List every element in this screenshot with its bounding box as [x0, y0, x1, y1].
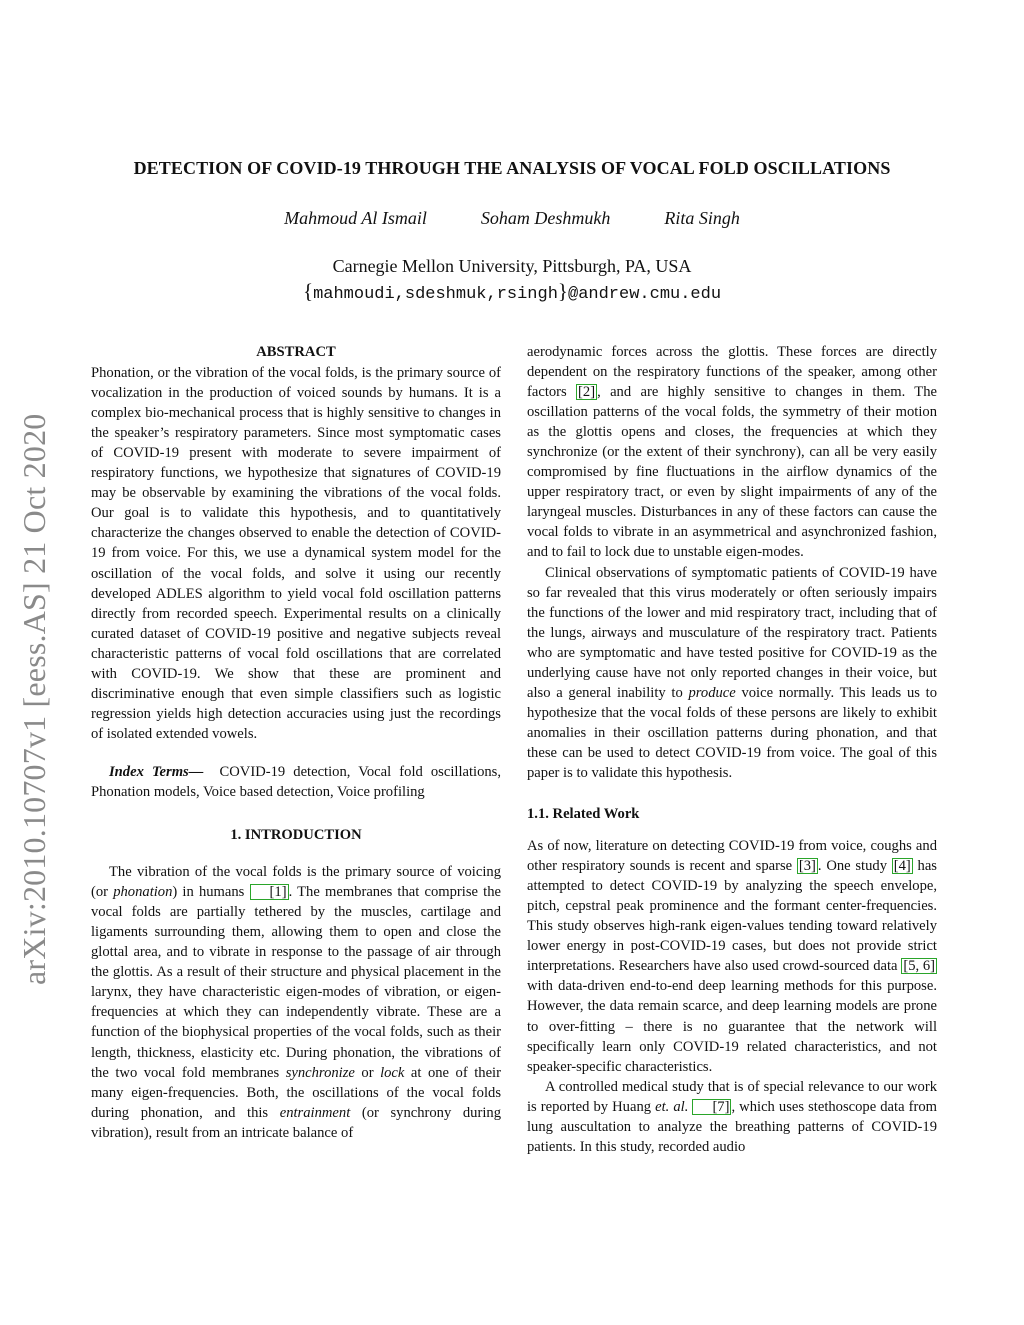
text-run: , and are highly sensitive to changes in them. The oscillation patterns of the vocal folds, the symmetry of their motion as the glottis opens and closes, the frequencies at which they synchronize (or the extent of their synchrony), can all be very easily compromised by fine fluctuations in the airflow dynamics of the upper respiratory tract, or even by slight impairments of any of the laryngeal muscles. Disturbances in any of these factors can cause the vocal folds to vibrate in an asymmetrical and asynchronized fashion, and to fail to lock due to unstable eigen-modes. [527, 384, 937, 561]
affiliation: Carnegie Mellon University, Pittsburgh, PA, USA [332, 256, 692, 276]
text-run: (or synchrony during vibration), result from an intricate balance of [91, 1104, 501, 1141]
author-name: Mahmoud Al Ismail [284, 208, 427, 228]
section-heading-introduction: 1. INTRODUCTION [230, 827, 362, 844]
text-run: Clinical observations of symptomatic patients of COVID-19 have so far revealed that this virus moderately or often seriously impairs the functions of the lower and mid respiratory tract, including that of the lungs, airways and musculature of the respiratory tract. Patients who are symptomatic and have tested positive for COVID-19 as the underlying cause have not only reported changes in their voice, but also a general inability to [527, 564, 937, 701]
text-run: or [354, 1064, 381, 1081]
text-run: A controlled medical study that is of special relevance to our work is reported by Huang [527, 1078, 937, 1115]
index-terms [91, 762, 501, 802]
open-brace: { [302, 279, 314, 303]
citation-link[interactable]: [2] [578, 384, 596, 401]
left-column [91, 342, 501, 1143]
right-column [527, 342, 937, 1157]
citation-link[interactable]: [1] [250, 884, 289, 900]
text-run: , which uses stethoscope data from lung auscultation to analyze the breathing patterns of COVID-19 patients. In this study, recorded audio [527, 1098, 937, 1155]
emphasis: produce [688, 684, 736, 701]
text-run: The vibration of the vocal folds is the primary source of voicing (or [91, 864, 501, 901]
related-paragraph-1 [527, 836, 937, 1077]
author-list [0, 208, 1024, 229]
paper-title: DETECTION OF COVID-19 THROUGH THE ANALYSIS OF VOCAL FOLD OSCILLATIONS [133, 158, 891, 178]
intro-paragraph-1 [91, 862, 501, 1143]
text-run: at one of their many eigen-frequencies. Both, the oscillations of the vocal folds during phonation, and this [91, 1064, 501, 1121]
text-run: aerodynamic forces across the glottis. These forces are directly dependent on the respiratory functions of the speaker, among other factors [527, 344, 937, 401]
emphasis: synchronize [285, 1064, 355, 1081]
intro-paragraph-2 [527, 563, 937, 784]
citation-link[interactable]: [4] [893, 858, 911, 875]
subsection-heading-related-work: 1.1. Related Work [527, 806, 640, 823]
citation-link[interactable]: [5, 6] [903, 958, 935, 975]
arxiv-identifier: arXiv:2010.10707v1 [eess.AS] 21 Oct 2020 [16, 413, 52, 985]
intro-paragraph-1-continued [527, 342, 937, 563]
emphasis: entrainment [279, 1104, 351, 1121]
text-run: with data-driven end-to-end deep learning methods for this purpose. However, the data remain scarce, and deep learning models are prone to over-fitting – there is no guarantee that the network will specifically learn only COVID-19 related characteristics, and not speaker-specific characteristics. [527, 978, 937, 1075]
abstract-heading: ABSTRACT [256, 344, 336, 360]
text-run: As of now, literature on detecting COVID-19 from voice, coughs and other respiratory sounds is recent and sparse [527, 838, 937, 875]
citation-link[interactable]: [3] [798, 858, 816, 875]
text-run: has attempted to detect COVID-19 by analyzing the speech envelope, pitch, cepstral peak prominence and the formant center-frequencies. This study observes high-rank eigen-values tending toward relatively lower energy in post-COVID-19 cases, but does not provide strict interpretations. Researchers have also used crowd-sourced data [527, 858, 937, 975]
related-paragraph-2 [527, 1077, 937, 1157]
author-emails [0, 279, 1024, 304]
index-terms-text: COVID-19 detection, Vocal fold oscillations, Phonation models, Voice based detection, Voice profiling [91, 763, 502, 800]
index-terms-label: Index Terms— [109, 763, 204, 780]
email-users: mahmoudi,sdeshmuk,rsingh [313, 285, 558, 304]
emphasis: phonation [113, 884, 173, 901]
citation-link[interactable]: [7] [692, 1099, 731, 1115]
email-domain: @andrew.cmu.edu [568, 285, 722, 304]
text-run: . One study [817, 858, 892, 875]
close-brace: } [557, 279, 568, 303]
text-run: . The membranes that comprise the vocal folds are partially tethered by the muscles, cartilage and ligaments surrounding them, allowing them to open and close the glottal area, and to vibrate in response to the passage of air through the glottis. As a result of their structure and physical placement in the larynx, they have characteristic eigen-modes of vibration, or eigen-frequencies at which they can independently vibrate. These are a function of the biophysical properties of the vocal folds, such as their length, thickness, elasticity etc. During phonation, the vibrations of the two vocal fold membranes [91, 884, 501, 1081]
abstract-text: Phonation, or the vibration of the vocal folds, is the primary source of vocalization in the production of voiced sounds by humans. It is a complex bio-mechanical process that is highly sensitive to changes in the speaker’s respiratory parameters. Since most symptomatic cases of COVID-19 present with moderate to severe impairment of respiratory functions, we hypothesize that signatures of COVID-19 may be observable by examining the vibrations of the vocal folds. Our goal is to validate this hypothesis, and to quantitatively characterize the changes observed to enable the detection of COVID-19 from voice. For this, we use a dynamical system model for the oscillation of the vocal folds, and solve it using our recently developed ADLES algorithm to yield vocal fold oscillation patterns directly from recorded speech. Experimental results on a clinically curated dataset of COVID-19 positive and negative subjects reveal characteristic patterns of vocal fold oscillations that are correlated with COVID-19. We show that these are prominent and discriminative enough that even simple classifiers such as logistic regression yields high detection accuracies using just the recordings of isolated extended vowels. [91, 365, 501, 742]
text-run: voice normally. This leads us to hypothesize that the vocal folds of these persons are likely to exhibit anomalies in their oscillation patterns during phonation, and that these can be used to detect COVID-19 from voice. The goal of this paper is to validate this hypothesis. [527, 684, 937, 781]
emphasis: lock [380, 1064, 405, 1081]
author-name: Soham Deshmukh [480, 208, 611, 228]
emphasis: et. al. [655, 1098, 689, 1115]
author-name: Rita Singh [664, 208, 740, 228]
text-run: ) in humans [172, 884, 250, 901]
